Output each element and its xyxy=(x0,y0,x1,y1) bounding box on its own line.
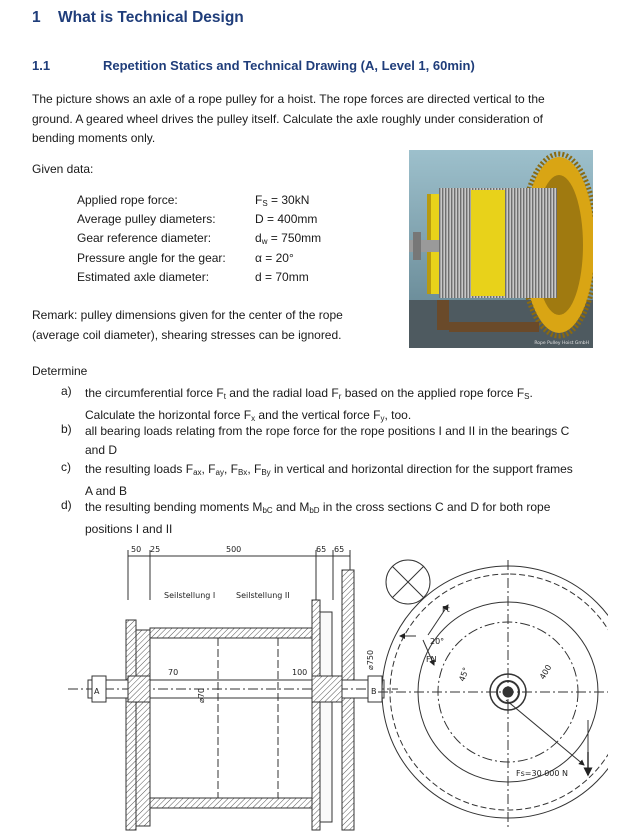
item-text: the resulting loads $F_{ax}$, $F_{ay}$, $F_{Bx}$, $F_{By}$ in vertical and horizontal direction for the support frames A and B xyxy=(85,462,573,498)
support-a-label: A xyxy=(94,687,100,696)
dim-label: 65 xyxy=(334,545,345,554)
remark-line: (average coil diameter), shearing stresses can be ignored. xyxy=(32,327,342,342)
item-text: the circumferential force $F_t$ and the radial load $F_r$ based on the applied rope force $F_S$. Calculate the horizontal force $F_x$ and the vertical force $F_y$, too. xyxy=(85,386,533,423)
given-value: D = 400mm xyxy=(255,212,318,226)
drawing-svg xyxy=(28,540,608,836)
dim-d70: ⌀70 xyxy=(197,688,206,703)
section-title: What is Technical Design xyxy=(58,9,244,26)
given-label: Pressure angle for the gear: xyxy=(77,251,226,265)
rope-position-2: Seilstellung II xyxy=(236,591,290,600)
section-heading xyxy=(32,9,244,27)
pulley-photo-graphic xyxy=(409,150,593,348)
force-ft-label: Ft xyxy=(442,605,450,614)
item-label: a) xyxy=(61,384,72,398)
remark-line: Remark: pulley dimensions given for the center of the rope xyxy=(32,308,343,322)
pulley-photo xyxy=(409,150,593,348)
subsection-title: Repetition Statics and Technical Drawing (A, Level 1, 60min) xyxy=(103,58,475,73)
item-label: c) xyxy=(61,460,71,474)
force-fn-label: FN xyxy=(426,655,437,664)
yellow-band xyxy=(471,190,505,296)
given-value: α = 20° xyxy=(255,251,294,265)
dim-70: 70 xyxy=(168,668,179,677)
subsection-number: 1.1 xyxy=(32,58,51,73)
rope-force-label: Fs=30 000 N xyxy=(516,769,568,778)
item-text: the resulting bending moments $M_{bC}$ and $M_{bD}$ in the cross sections C and D for both rope positions I and II xyxy=(85,500,551,536)
technical-drawing xyxy=(28,540,608,836)
intro-line: The picture shows an axle of a rope pulley for a hoist. The rope forces are directed vertical to the xyxy=(32,92,545,106)
given-value: d = 70mm xyxy=(255,270,309,284)
given-label: Applied rope force: xyxy=(77,193,178,207)
given-label: Gear reference diameter: xyxy=(77,231,212,245)
support-b-label: B xyxy=(371,687,377,696)
given-label: Average pulley diameters: xyxy=(77,212,216,226)
determine-label: Determine xyxy=(32,364,88,378)
dim-label: 25 xyxy=(150,545,161,554)
given-data-label: Given data: xyxy=(32,162,94,176)
item-label: d) xyxy=(61,498,72,512)
rope-position-1: Seilstellung I xyxy=(164,591,216,600)
dim-d750: ⌀750 xyxy=(366,649,375,670)
dim-label: 65 xyxy=(316,545,327,554)
remark xyxy=(32,306,382,345)
dim-label: 50 xyxy=(131,545,142,554)
item-text: all bearing loads relating from the rope force for the rope positions I and II in the bearings C and D xyxy=(85,424,570,457)
dim-100: 100 xyxy=(292,668,308,677)
intro-line: bending moments only. xyxy=(32,131,156,145)
arc-angle-label: 45° xyxy=(457,666,471,683)
intro-paragraph xyxy=(32,90,580,149)
section-number: 1 xyxy=(32,9,41,26)
given-value: $d_w = 750mm$ xyxy=(255,231,322,246)
dim-label: 500 xyxy=(226,545,242,554)
pressure-angle-label: 20° xyxy=(430,637,445,646)
given-value: $F_S = 30kN$ xyxy=(255,193,310,208)
photo-credit: Rope Pulley Hoist GmbH xyxy=(534,341,589,346)
item-label: b) xyxy=(61,422,72,436)
dim-400: 400 xyxy=(537,663,554,681)
intro-line: ground. A geared wheel drives the pulley itself. Calculate the axle roughly under consideration of xyxy=(32,111,543,126)
given-label: Estimated axle diameter: xyxy=(77,270,210,284)
